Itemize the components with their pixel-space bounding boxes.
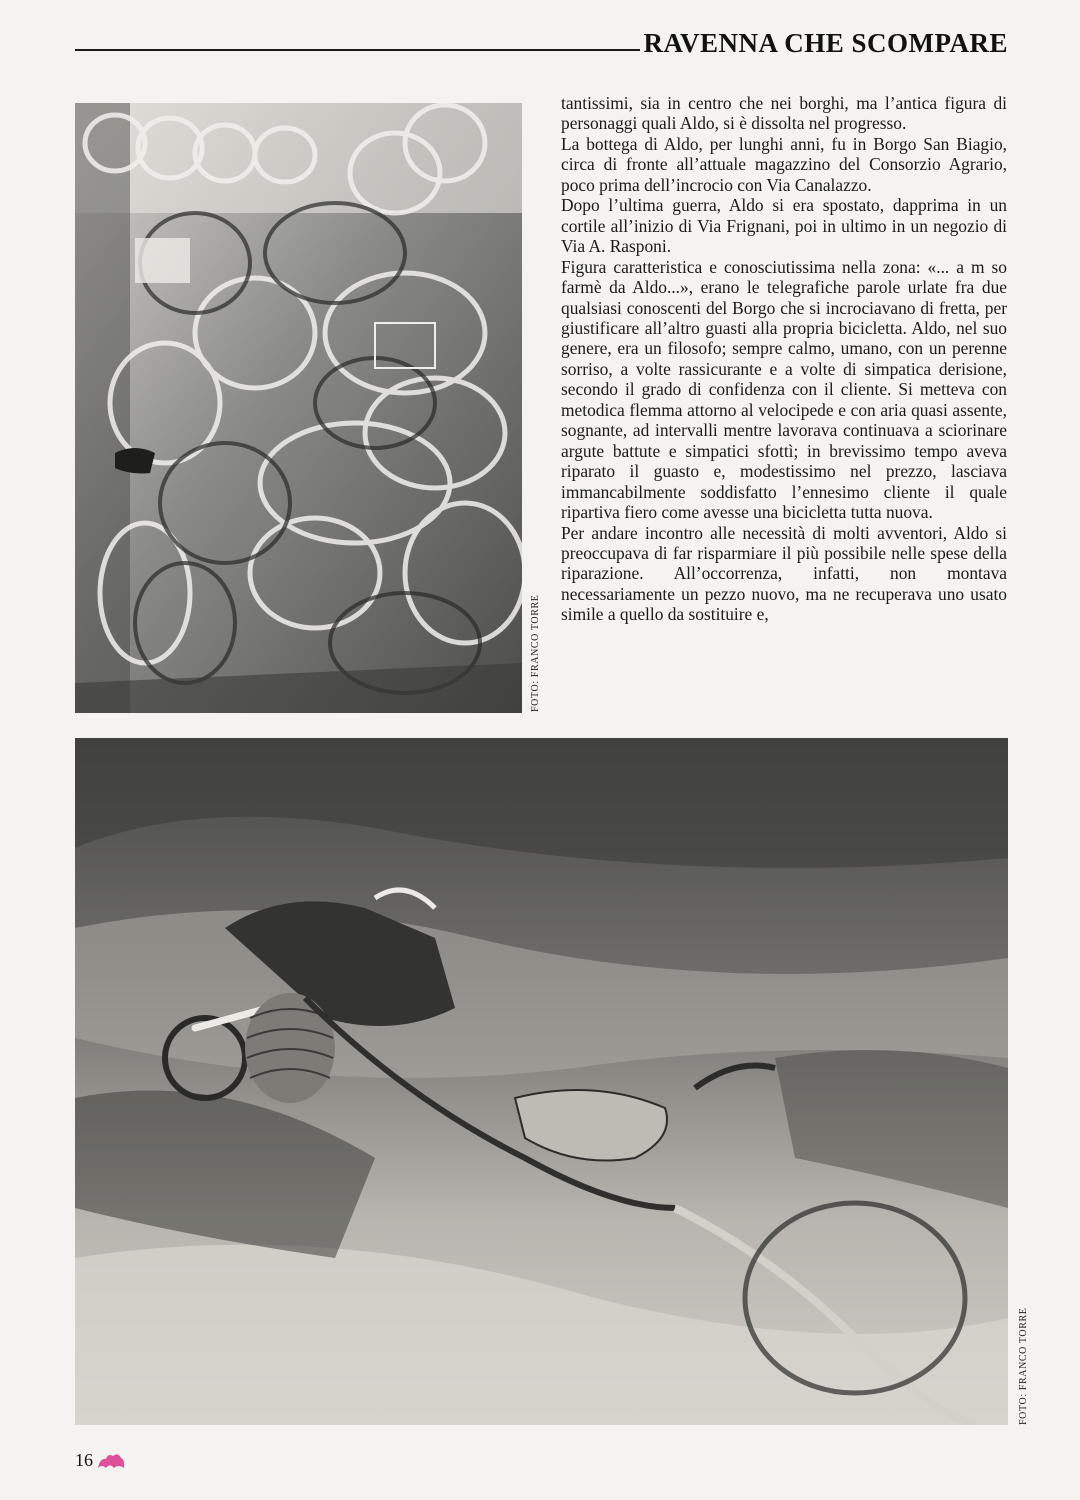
article-body — [561, 93, 1007, 625]
magazine-logo-icon — [96, 1452, 126, 1470]
header-rule — [75, 49, 640, 51]
bottom-photo-credit: FOTO: FRANCO TORRE — [1018, 1307, 1029, 1425]
article-paragraph: Figura caratteristica e conosciutissima nella zona: «... a m so farmè da Aldo...», erano le telegrafiche parole urlate fra due qualsiasi conoscenti del Borgo che si incrociavano di fretta, per giustificare all’altro guasti alla propria bicicletta. Aldo, nel suo genere, era un filosofo; sempre calmo, umano, con un perenne sorriso, a volte rassicurante e a volte di simpatica derisione, secondo il grado di confidenza con il cliente. Si metteva con metodica flemma attorno al velocipede e con aria quasi assente, sognante, ad intervalli mentre lavorava continuava a sciorinare argute battute e simpatici sfottì; in brevissimo tempo aveva riparato il guasto e, modestissimo nel prezzo, lasciava immancabilmente soddisfatto l’ennesimo cliente il quale ripartiva fiero come avesse una bicicletta tutta nuova. — [561, 256, 1007, 523]
page-number: 16 — [75, 1450, 93, 1470]
bicycle-pile-photo — [75, 103, 522, 713]
article-paragraph: Dopo l’ultima guerra, Aldo si era spostato, dapprima in un cortile all’inizio di Via Frignani, poi in ultimo in un negozio di Via A. Rasponi. — [561, 195, 1007, 257]
abandoned-bicycle-photo — [75, 738, 1008, 1425]
article-paragraph: Per andare incontro alle necessità di molti avventori, Aldo si preoccupava di far risparmiare il più possibile nelle spese della riparazione. All’occorrenza, infatti, non montava necessariamente un pezzo nuovo, ma ne recuperava uno usato simile a quello da sostituire e, — [561, 522, 1007, 625]
top-photo-credit: FOTO: FRANCO TORRE — [530, 594, 541, 712]
article-paragraph: tantissimi, sia in centro che nei borghi, ma l’antica figura di personaggi quali Aldo, si è dissolta nel progresso. — [561, 93, 1007, 134]
section-title: RAVENNA CHE SCOMPARE — [643, 28, 1008, 58]
article-paragraph: La bottega di Aldo, per lunghi anni, fu in Borgo San Biagio, circa di fronte all’attuale magazzino del Consorzio Agrario, poco prima dell’incrocio con Via Canalazzo. — [561, 133, 1007, 195]
